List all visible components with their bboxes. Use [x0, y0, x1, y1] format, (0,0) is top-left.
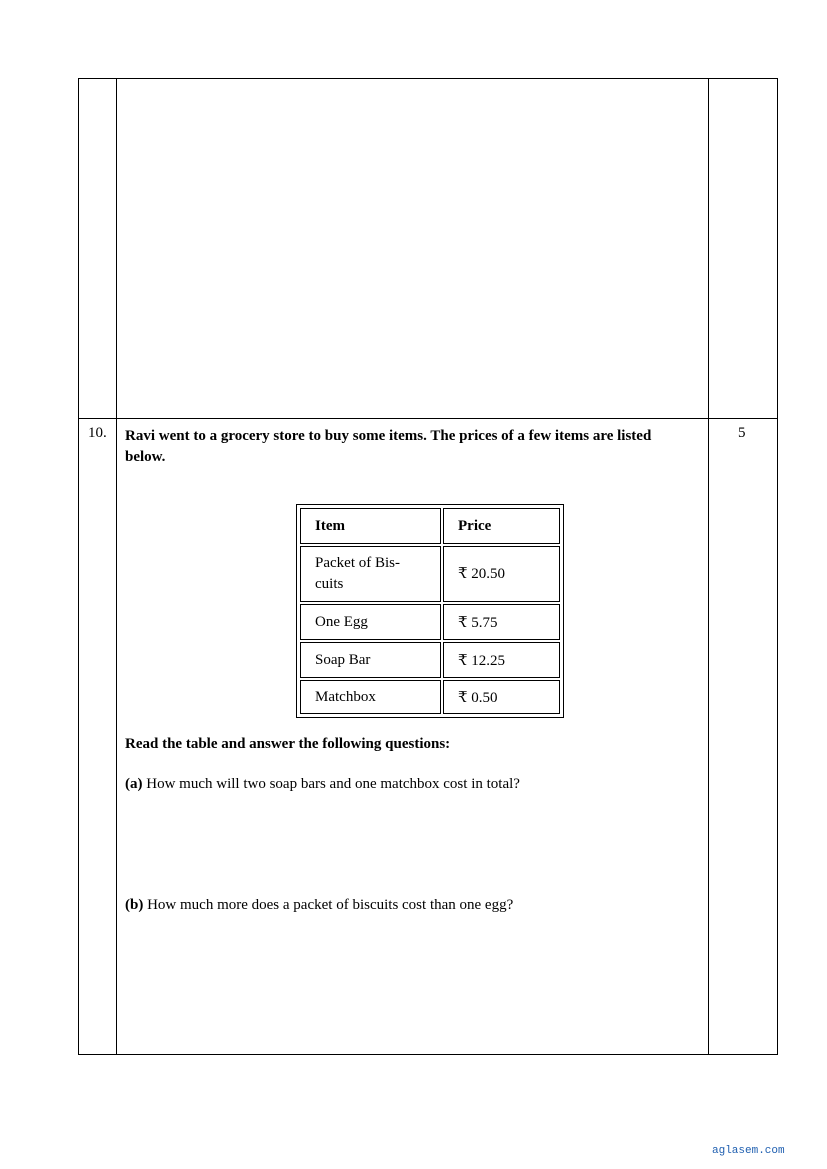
table-border-bottom — [78, 1054, 778, 1055]
table-border-right — [777, 78, 778, 1055]
price-table — [296, 504, 564, 718]
table-border-col-1 — [116, 78, 117, 1055]
footer-watermark: aglasem.com — [712, 1145, 785, 1157]
price-cell: ₹ 0.50 — [443, 680, 560, 714]
price-cell: ₹ 5.75 — [443, 604, 560, 640]
question-part-a — [125, 776, 520, 793]
table-row — [300, 642, 560, 678]
price-table-header-row — [300, 508, 560, 544]
item-cell: Matchbox — [300, 680, 441, 714]
part-b-label: (b) — [125, 897, 144, 913]
header-item: Item — [300, 508, 441, 544]
item-cell-line-1: Packet of Bis- — [315, 555, 400, 571]
question-marks: 5 — [738, 425, 746, 441]
question-number: 10. — [88, 425, 107, 441]
question-stem: Ravi went to a grocery store to buy some items. The prices of a few items are listed below. — [125, 428, 652, 465]
table-border-top — [78, 78, 778, 79]
item-cell — [300, 546, 441, 602]
price-cell: ₹ 12.25 — [443, 642, 560, 678]
row-divider — [78, 418, 778, 419]
table-row — [300, 680, 560, 714]
part-a-label: (a) — [125, 776, 143, 792]
part-b-text: How much more does a packet of biscuits cost than one egg? — [143, 897, 514, 913]
part-a-text: How much will two soap bars and one matchbox cost in total? — [142, 776, 520, 792]
question-part-b — [125, 897, 513, 914]
price-cell: ₹ 20.50 — [443, 546, 560, 602]
item-cell: One Egg — [300, 604, 441, 640]
table-border-col-2 — [708, 78, 709, 1055]
header-price: Price — [443, 508, 560, 544]
instruction-text: Read the table and answer the following questions: — [125, 736, 451, 752]
table-border-left — [78, 78, 79, 1055]
item-cell: Soap Bar — [300, 642, 441, 678]
table-row — [300, 604, 560, 640]
item-cell-line-2: cuits — [315, 576, 344, 592]
table-row — [300, 546, 560, 602]
